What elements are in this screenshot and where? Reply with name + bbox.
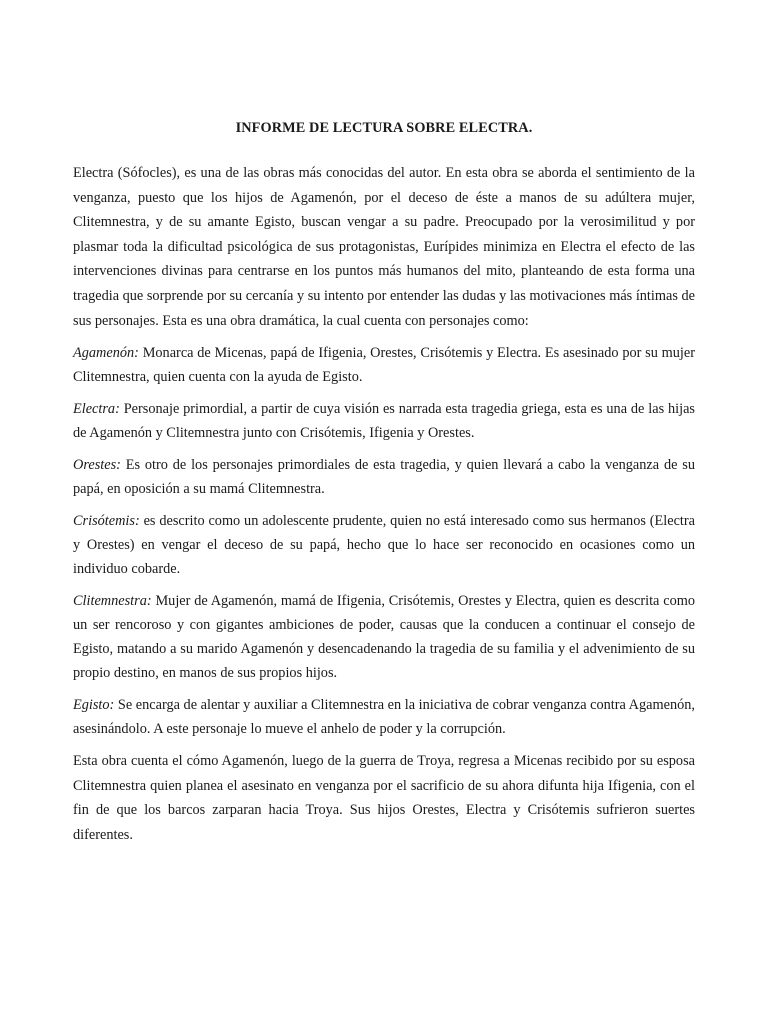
character-agamenon	[73, 341, 695, 389]
character-separator: :	[116, 457, 121, 474]
document-body	[73, 116, 695, 848]
character-separator: :	[115, 401, 120, 418]
character-egisto	[73, 693, 695, 741]
character-electra	[73, 397, 695, 445]
character-description: Es otro de los personajes primordiales de esta tragedia, y quien llevará a cabo la venganza de su papá, en oposición a su mamá Clitemnestra.	[73, 457, 695, 498]
character-name: Agamenón	[73, 345, 135, 362]
character-orestes	[73, 453, 695, 501]
closing-paragraph: Esta obra cuenta el cómo Agamenón, luego de la guerra de Troya, regresa a Micenas recibido por su esposa Clitemnestra quien planea el asesinato en venganza por el sacrificio de su ahora difunta hija Ifigenia, con el fin de que los barcos zarparan hacia Troya. Sus hijos Orestes, Electra y Crisótemis sufrieron suertes diferentes.	[73, 753, 695, 843]
character-description: Personaje primordial, a partir de cuya visión es narrada esta tragedia griega, esta es una de las hijas de Agamenón y Clitemnestra junto con Crisótemis, Ifigenia y Orestes.	[73, 401, 695, 442]
character-description: Monarca de Micenas, papá de Ifigenia, Orestes, Crisótemis y Electra. Es asesinado por su mujer Clitemnestra, quien cuenta con la ayuda de Egisto.	[73, 345, 695, 386]
character-description: Se encarga de alentar y auxiliar a Clitemnestra en la iniciativa de cobrar venganza contra Agamenón, asesinándolo. A este personaje lo mueve el anhelo de poder y la corrupción.	[73, 697, 695, 738]
character-separator: :	[146, 593, 152, 610]
character-name: Electra	[73, 401, 116, 418]
character-clitemnestra	[73, 589, 695, 685]
document-title: INFORME DE LECTURA SOBRE ELECTRA.	[235, 120, 533, 136]
intro-paragraph: Electra (Sófocles), es una de las obras más conocidas del autor. En esta obra se aborda el sentimiento de la venganza, puesto que los hijos de Agamenón, por el deceso de éste a manos de su adúltera mujer, Clitemnestra, y de su amante Egisto, buscan vengar a su padre. Preocupado por la verosimilitud y por plasmar toda la dificultad psicológica de sus protagonistas, Eurípides minimiza en Electra el efecto de las intervenciones divinas para centrarse en los puntos más humanos del mito, planteando de esta forma una tragedia que sorprende por su cercanía y su intento por entender las dudas y las motivaciones más íntimas de sus personajes. Esta es una obra dramática, la cual cuenta con personajes como:	[73, 165, 695, 329]
character-name: Egisto	[73, 697, 110, 714]
character-crisotemis	[73, 509, 695, 581]
character-separator: :	[134, 513, 140, 530]
character-name: Orestes	[73, 457, 117, 474]
character-name: Crisótemis	[73, 513, 135, 530]
character-separator: :	[134, 345, 139, 362]
character-name: Clitemnestra	[73, 593, 147, 610]
character-separator: :	[109, 697, 115, 714]
character-description: Mujer de Agamenón, mamá de Ifigenia, Crisótemis, Orestes y Electra, quien es descrita como un ser rencoroso y con gigantes ambiciones de poder, causas que la conducen a continuar el consejo de Egisto, matando a su marido Agamenón y desencadenando la tragedia de su familia y el advenimiento de su propio destino, en manos de sus propios hijos.	[73, 593, 695, 682]
character-description: es descrito como un adolescente prudente, quien no está interesado como sus hermanos (Electra y Orestes) en vengar el deceso de su papá, hecho que lo hace ser reconocido en ocasiones como un individuo cobarde.	[73, 513, 695, 578]
